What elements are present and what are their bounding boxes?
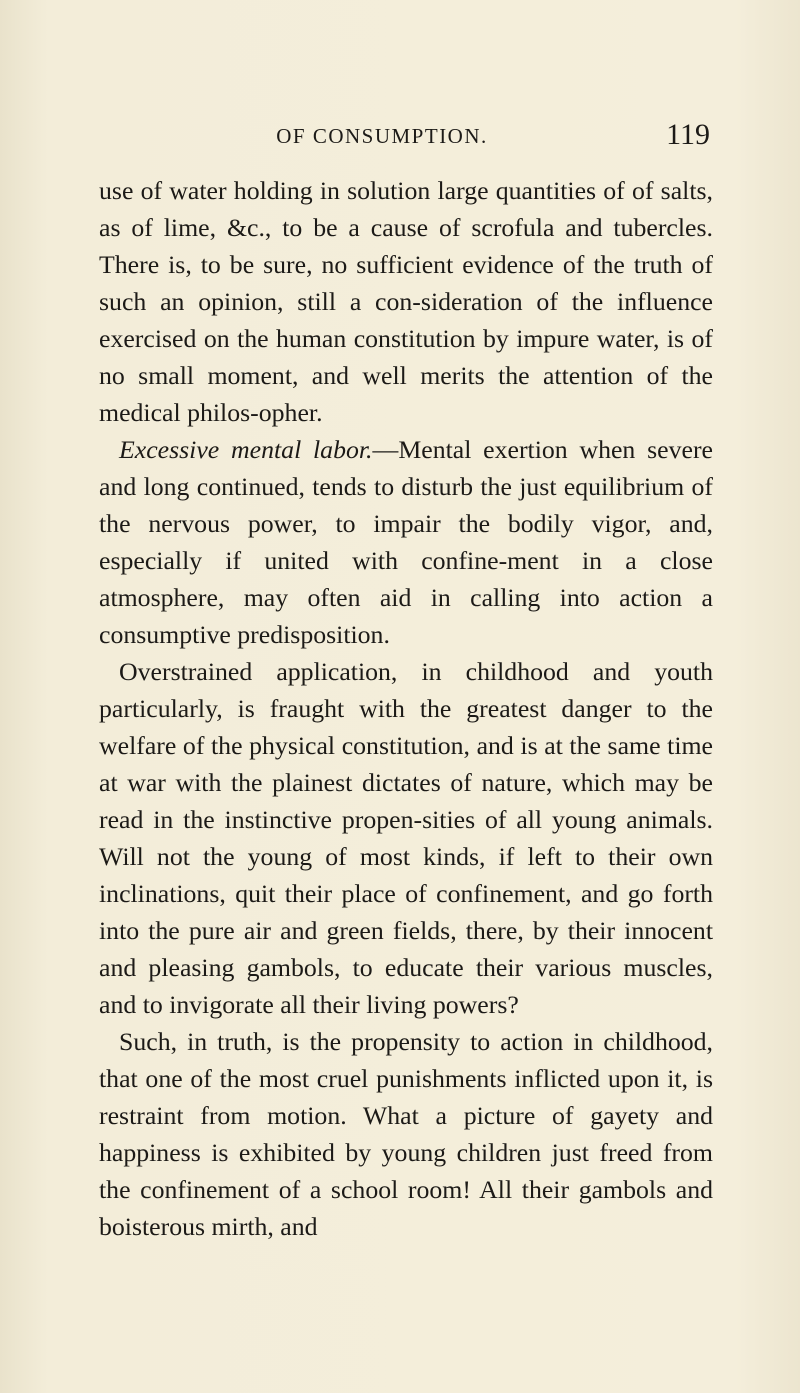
paragraph-childhood-propensity: Such, in truth, is the propensity to action in childhood, that one of the most cruel punishments inflicted upon it, is restraint from motion. What a picture of gayety and happiness is exhibited by young children just freed from the confinement of a school room! All their gambols and boisterous mirth, and <box>99 1027 713 1241</box>
paragraph-water: use of water holding in solution large quantities of of salts, as of lime, &c., to be a cause of scrofula and tubercles. There is, to be sure, no sufficient evidence of the truth of such an opinion, still a con-sideration of the influence exercised on the human constitution by impure water, is of no small moment, and well merits the attention of the medical philos-opher. <box>99 176 713 427</box>
page-number: 119 <box>666 118 710 151</box>
paragraph-mental-labor-text: —Mental exertion when severe and long continued, tends to disturb the just equilibrium of the nervous power, to impair the bodily vigor, and, especially if united with confine-ment in a close atmosphere, may often aid in calling into action a consumptive predisposition. <box>99 435 713 649</box>
running-header <box>0 118 800 158</box>
section-heading-mental-labor: Excessive mental labor. <box>119 435 373 464</box>
body-text <box>99 172 713 1245</box>
paragraph-mental-labor <box>99 431 713 653</box>
running-title: OF CONSUMPTION. <box>276 124 488 148</box>
paragraph-overstrained-application: Overstrained application, in childhood and youth particularly, is fraught with the greatest danger to the welfare of the physical constitution, and is at the same time at war with the plainest dictates of nature, which may be read in the instinctive propen-sities of all young animals. Will not the young of most kinds, if left to their own inclinations, quit their place of confinement, and go forth into the pure air and green fields, there, by their innocent and pleasing gambols, to educate their various muscles, and to invigorate all their living powers? <box>99 657 713 1019</box>
